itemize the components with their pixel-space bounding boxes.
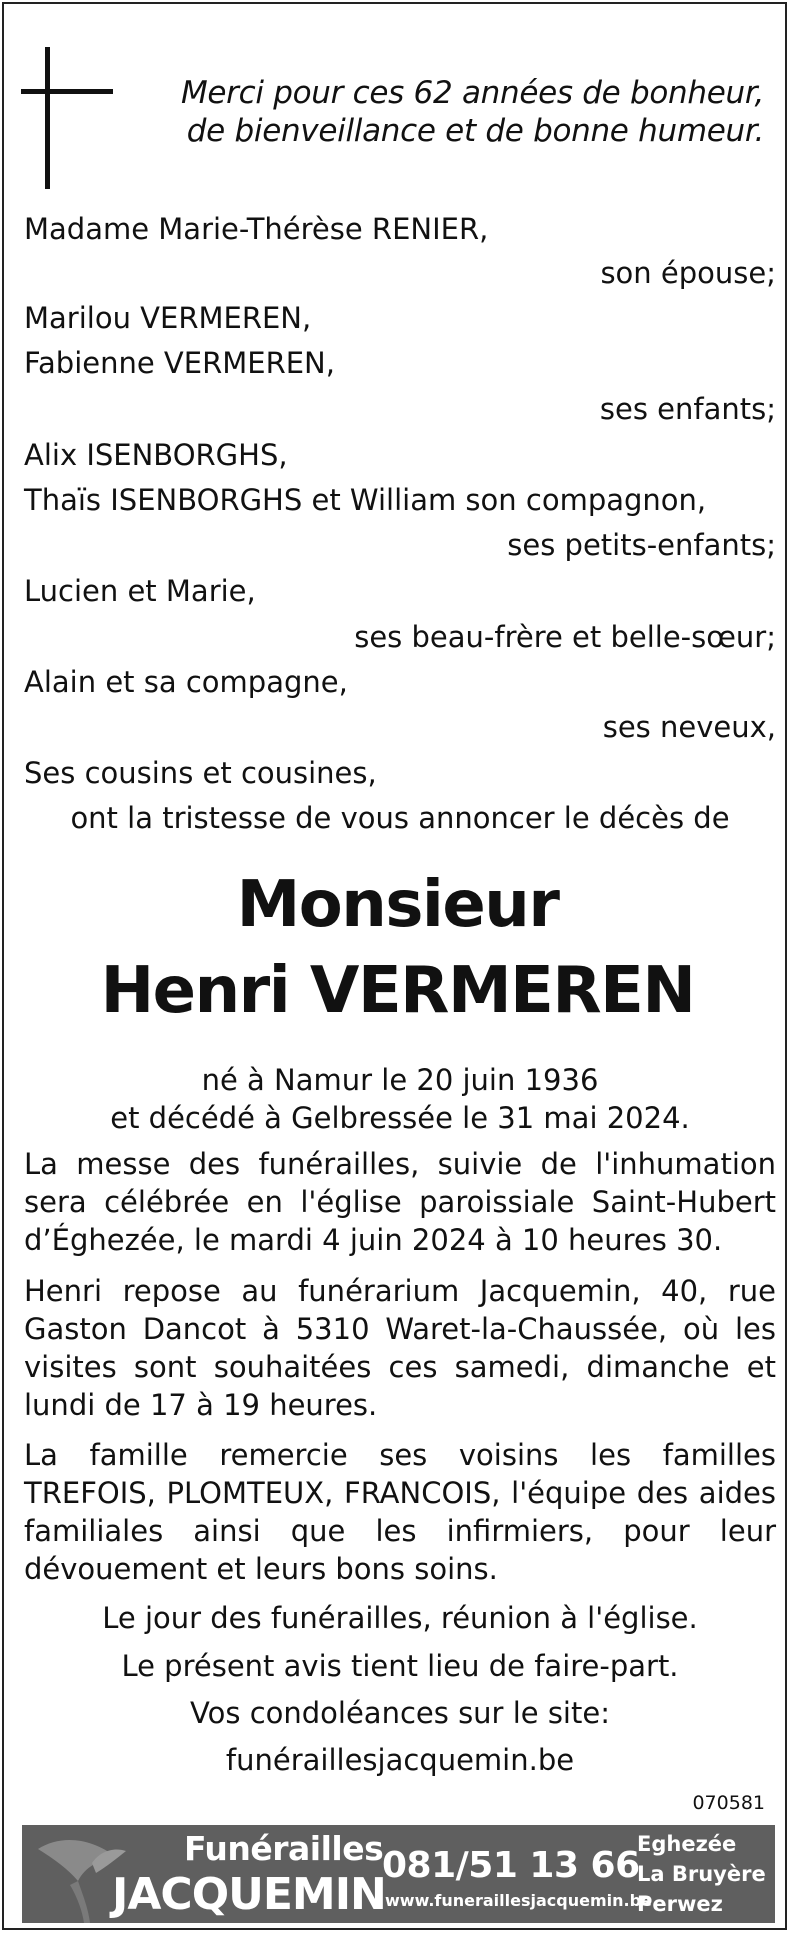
family-line: Ses cousins et cousines,	[24, 756, 377, 790]
closing-line: Le jour des funérailles, réunion à l'église.	[102, 1601, 698, 1635]
closing-line: Le présent avis tient lieu de faire-part.	[121, 1649, 679, 1683]
family-line: Fabienne VERMEREN,	[24, 346, 335, 380]
family-relation: ses enfants;	[599, 392, 776, 426]
brand-name: JACQUEMIN	[112, 1869, 386, 1920]
brand-top: Funérailles	[184, 1829, 384, 1868]
thanks-paragraph: La famille remercie ses voisins les familles TREFOIS, PLOMTEUX, FRANCOIS, l'équipe des aides familiales ainsi que les infirmiers, pour leur dévouement et leurs bons soins.	[24, 1438, 776, 1586]
family-line: Lucien et Marie,	[24, 574, 256, 608]
family-line: Marilou VERMEREN,	[24, 301, 312, 335]
obituary-notice	[2, 2, 787, 1930]
location-item: Eghezée	[637, 1832, 737, 1856]
family-relation: ses beau-frère et belle-sœur;	[354, 620, 776, 654]
funeral-home-banner	[22, 1825, 775, 1923]
family-line: Thaïs ISENBORGHS et William son compagnon,	[24, 483, 707, 517]
birth-date: né à Namur le 20 juin 1936	[201, 1063, 599, 1097]
location-item: La Bruyère	[637, 1862, 766, 1886]
reference-number: 070581	[692, 1792, 765, 1814]
website-link[interactable]: www.funeraillesjacquemin.be	[385, 1891, 652, 1910]
family-relation: ses neveux,	[602, 710, 776, 744]
closing-line: Vos condoléances sur le site:	[190, 1696, 610, 1730]
deceased-name: Henri VERMEREN	[100, 954, 695, 1028]
condolence-site: funéraillesjacquemin.be	[225, 1743, 575, 1777]
epigraph	[164, 74, 764, 150]
deceased-title: Monsieur	[236, 868, 559, 942]
family-line: Alain et sa compagne,	[24, 665, 348, 699]
family-relation: ses petits-enfants;	[507, 528, 776, 562]
locations	[637, 1829, 766, 1919]
death-date: et décédé à Gelbressée le 31 mai 2024.	[110, 1101, 690, 1135]
funeral-paragraph: La messe des funérailles, suivie de l'inhumation sera célébrée en l'église paroissiale Saint-Hubert d’Éghezée, le mardi 4 juin 2024 à 10 heures 30.	[24, 1147, 776, 1257]
announcement-line: ont la tristesse de vous annoncer le décès de	[70, 801, 730, 835]
epigraph-line: Merci pour ces 62 années de bonheur,	[180, 75, 764, 111]
location-item: Perwez	[637, 1892, 723, 1916]
family-relation: son épouse;	[600, 256, 776, 290]
family-line: Alix ISENBORGHS,	[24, 438, 288, 472]
epigraph-line: de bienveillance et de bonne humeur.	[186, 113, 764, 149]
phone-number: 081/51 13 66	[382, 1845, 640, 1886]
funerarium-paragraph: Henri repose au funérarium Jacquemin, 40, rue Gaston Dancot à 5310 Waret-la-Chaussée, où les visites sont souhaitées ces samedi, dimanche et lundi de 17 à 19 heures.	[24, 1274, 776, 1422]
family-line: Madame Marie-Thérèse RENIER,	[24, 212, 489, 246]
